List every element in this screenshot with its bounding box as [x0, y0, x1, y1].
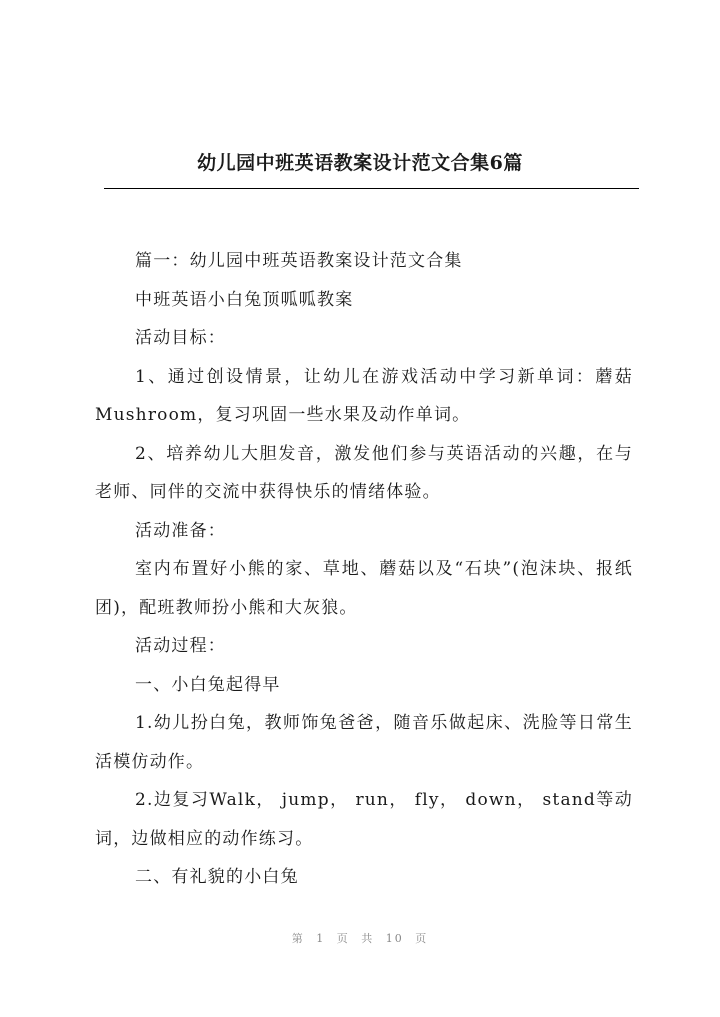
paragraph-goals-heading: 活动目标： — [135, 328, 226, 348]
paragraph-step-1: 1.幼儿扮白兔，教师饰兔爸爸，随音乐做起床、洗脸等日常生活模仿动作。 — [95, 713, 633, 772]
document-body — [95, 242, 633, 897]
paragraph-process-heading: 活动过程： — [135, 636, 226, 656]
paragraph-section-2-heading: 二、有礼貌的小白兔 — [135, 867, 299, 887]
paragraph-article-heading: 篇一：幼儿园中班英语教案设计范文合集 — [135, 251, 463, 271]
paragraph-lesson-title: 中班英语小白兔顶呱呱教案 — [135, 289, 354, 310]
document-title: 幼儿园中班英语教案设计范文合集6篇 — [197, 152, 523, 174]
page-footer: 第 1 页 共 10 页 — [291, 932, 429, 945]
paragraph-prep-heading: 活动准备： — [135, 520, 226, 541]
paragraph-goal-2: 2、培养幼儿大胆发音，激发他们参与英语活动的兴趣，在与老师、同伴的交流中获得快乐的情绪体验。 — [95, 443, 633, 502]
paragraph-prep-content: 室内布置好小熊的家、草地、蘑菇以及“石块”(泡沫块、报纸团)，配班教师扮小熊和大灰狼。 — [95, 559, 633, 618]
paragraph-goal-1: 1、通过创设情景，让幼儿在游戏活动中学习新单词：蘑菇Mushroom，复习巩固一些水果及动作单词。 — [95, 366, 633, 425]
paragraph-step-2: 2.边复习Walk， jump， run， fly， down， stand等动词，边做相应的动作练习。 — [95, 790, 633, 849]
title-divider — [104, 188, 639, 189]
paragraph-section-1-heading: 一、小白兔起得早 — [135, 674, 281, 695]
